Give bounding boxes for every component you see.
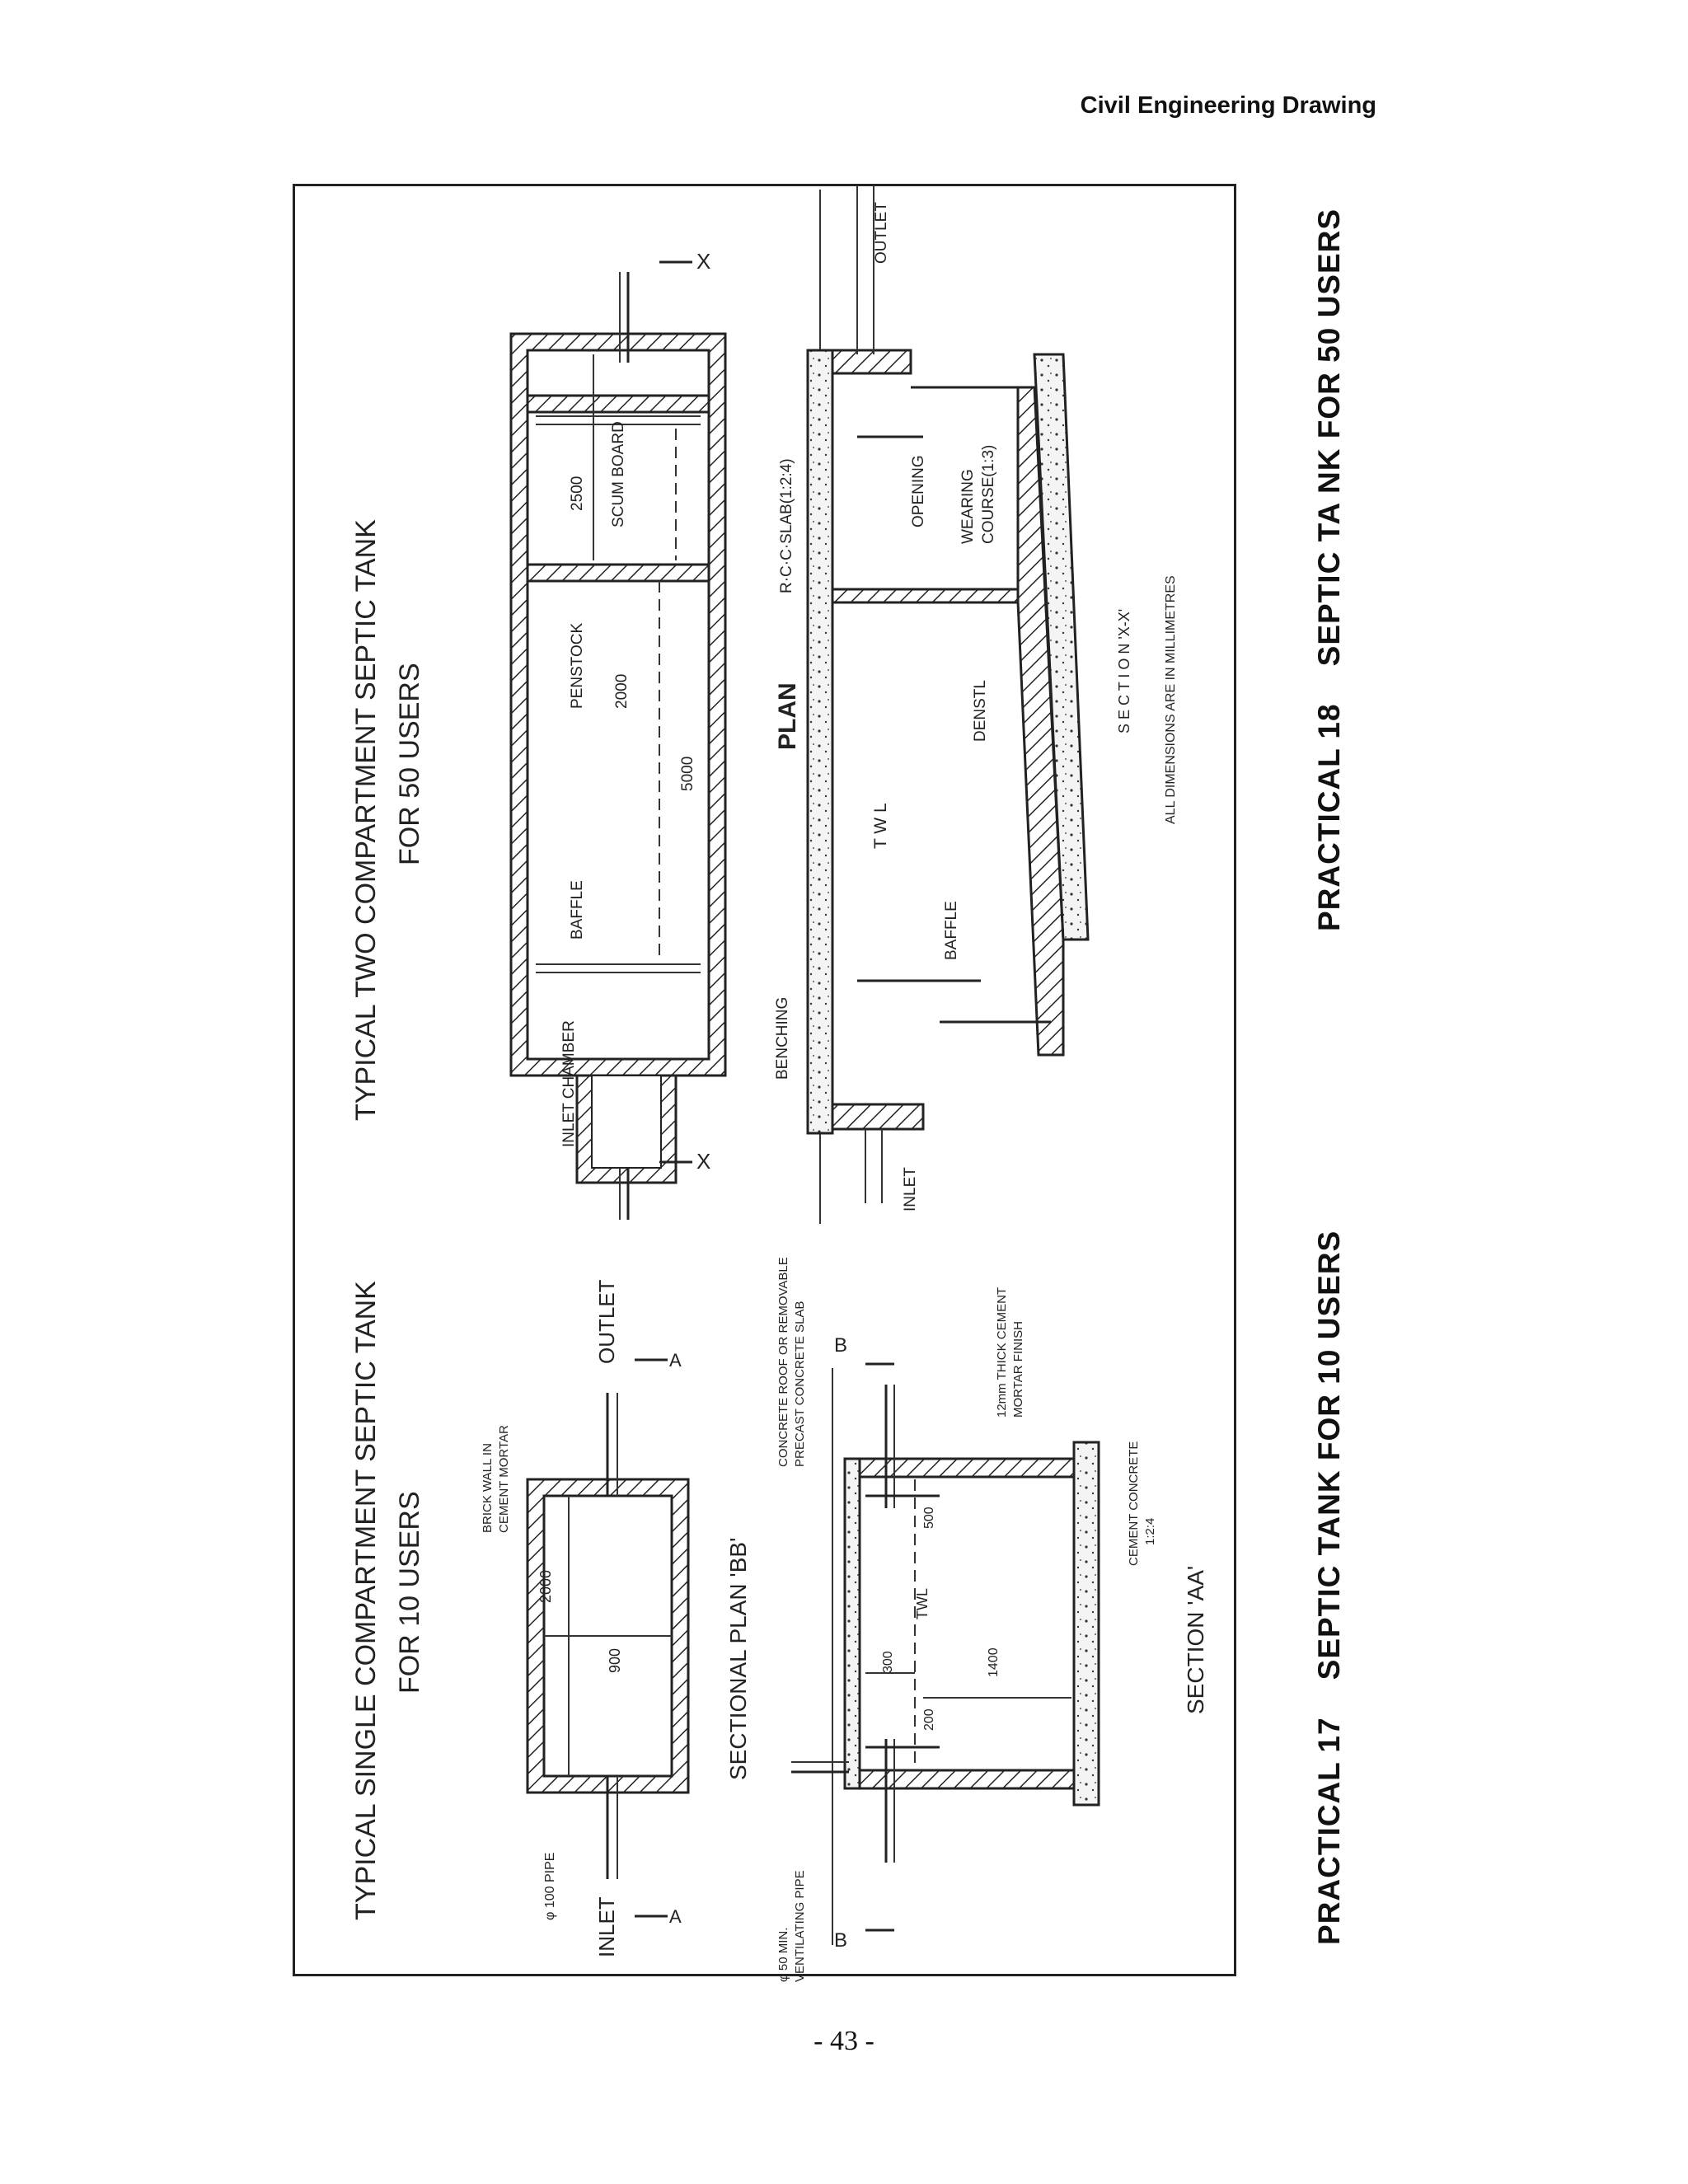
two-tank-outlet: OUTLET	[873, 202, 890, 264]
two-tank-title-line1: TYPICAL TWO COMPARTMENT SEPTIC TANK	[350, 519, 382, 1121]
single-tank-marker-b-bottom: B	[834, 1929, 848, 1952]
two-tank-twl: T W L	[871, 803, 890, 849]
single-tank-marker-a-top: A	[669, 1350, 682, 1371]
single-tank-section-aa	[776, 1257, 1208, 1982]
single-tank-outlet: OUTLET	[594, 1279, 619, 1364]
two-tank-dim-2500: 2500	[569, 476, 586, 511]
two-tank-opening: OPENING	[910, 455, 927, 527]
single-tank-dim-300: 300	[881, 1651, 895, 1673]
two-tank-inlet-chamber: INLET CHAMBER	[560, 1020, 578, 1147]
single-tank-plan-label: SECTIONAL PLAN 'BB'	[725, 1537, 751, 1780]
single-tank-dim-900: 900	[607, 1647, 623, 1673]
single-tank-vent-line2: VENTILATING PIPE	[793, 1870, 807, 1982]
two-tank-wearing-line1: WEARING	[959, 469, 977, 544]
two-tank-marker-x-top: X	[696, 249, 711, 274]
single-tank-brick-wall-line1: BRICK WALL IN	[481, 1443, 495, 1533]
two-tank-dim-2000: 2000	[613, 673, 631, 709]
single-tank-marker-a-bottom: A	[669, 1906, 682, 1927]
single-tank-dim-500: 500	[922, 1507, 936, 1529]
single-tank-marker-b-top: B	[834, 1334, 848, 1357]
single-tank-section-label: SECTION 'AA'	[1183, 1565, 1208, 1714]
single-tank-inlet: INLET	[594, 1896, 619, 1957]
single-tank-plan	[481, 1279, 688, 1957]
two-tank-section-label: S E C T I O N 'X-X'	[1116, 608, 1132, 733]
page-number: - 43 -	[814, 2026, 874, 2056]
two-tank-marker-x-bottom: X	[696, 1149, 711, 1174]
two-tank-dim-5000: 5000	[679, 756, 696, 791]
single-tank-concrete-line2: 1:2:4	[1143, 1517, 1157, 1545]
two-tank-baffle: BAFFLE	[569, 880, 586, 940]
two-tank-inlet: INLET	[902, 1167, 919, 1212]
two-tank-scum-board: SCUM BOARD	[610, 421, 627, 527]
single-tank-pipe-label: φ 100 PIPE	[543, 1852, 557, 1920]
single-tank-dim-1400: 1400	[987, 1647, 1001, 1677]
single-tank-concrete-line1: CEMENT CONCRETE	[1127, 1441, 1141, 1566]
two-tank-wearing-line2: COURSE(1:3)	[980, 444, 997, 544]
single-compartment-tank	[350, 1257, 1208, 1982]
single-tank-roof-line2: PRECAST CONCRETE SLAB	[793, 1301, 807, 1467]
header-title: Civil Engineering Drawing	[1080, 92, 1376, 119]
two-tank-baffle-section: BAFFLE	[943, 901, 960, 960]
single-tank-title-line1: TYPICAL SINGLE COMPARTMENT SEPTIC TANK	[350, 1281, 382, 1920]
two-tank-benching: BENCHING	[774, 996, 791, 1080]
single-tank-dim-2000: 2000	[537, 1569, 554, 1603]
two-tank-title-line2: FOR 50 USERS	[394, 663, 425, 865]
single-tank-finish-line1: 12mm THICK CEMENT	[995, 1286, 1009, 1418]
two-tank-densl: DENSTL	[972, 680, 989, 742]
two-tank-note: ALL DIMENSIONS ARE IN MILLIMETRES	[1164, 575, 1178, 824]
practical-17-label: PRACTICAL 17 SEPTIC TANK FOR 10 USERS	[1312, 1230, 1346, 1945]
two-tank-slab: R·C·C·SLAB(1:2:4)	[778, 458, 795, 593]
practical-18-label: PRACTICAL 18 SEPTIC TA NK FOR 50 USERS	[1312, 208, 1346, 931]
two-tank-plan	[511, 249, 725, 1220]
two-tank-plan-label: PLAN	[774, 682, 801, 750]
single-tank-brick-wall-line2: CEMENT MORTAR	[497, 1425, 511, 1533]
single-tank-dim-200: 200	[922, 1708, 936, 1731]
single-tank-finish-line2: MORTAR FINISH	[1011, 1321, 1025, 1418]
single-tank-vent-line1: φ 50 MIN.	[776, 1927, 790, 1982]
two-tank-penstock: PENSTOCK	[569, 622, 586, 709]
single-tank-title-line2: FOR 10 USERS	[394, 1491, 425, 1694]
single-tank-roof-line1: CONCRETE ROOF OR REMOVABLE	[776, 1257, 790, 1467]
two-compartment-tank	[350, 185, 1178, 1224]
two-tank-section-xx	[774, 185, 1178, 1224]
single-tank-twl: TWL	[914, 1588, 931, 1619]
